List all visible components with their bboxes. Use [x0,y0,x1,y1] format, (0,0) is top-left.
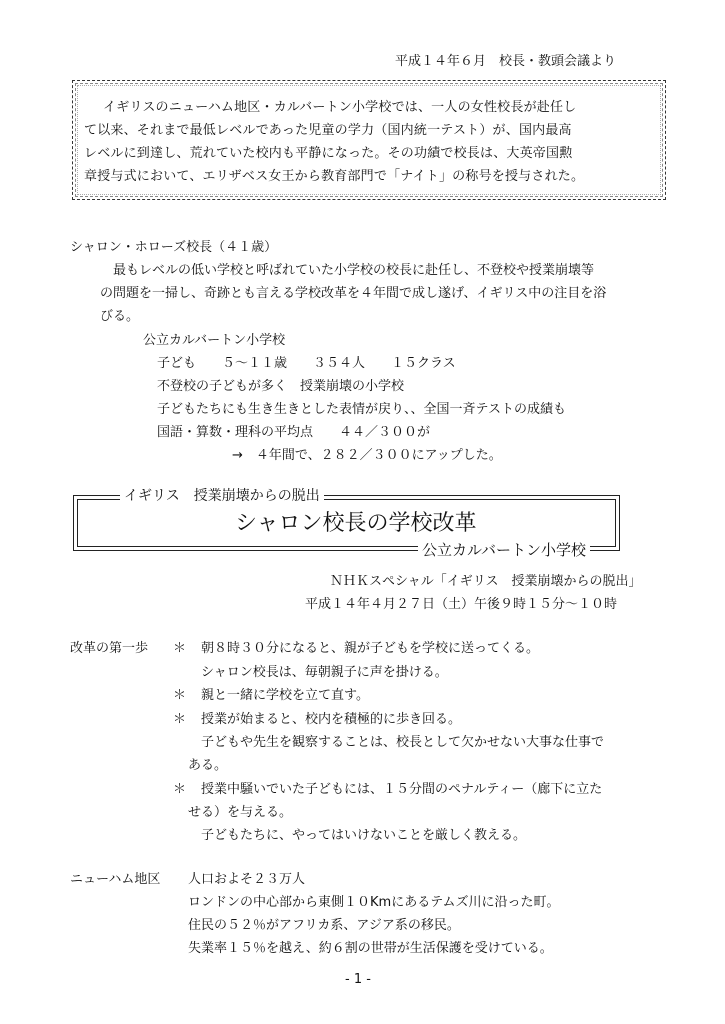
bullet-icon: ＊ [173,712,187,727]
district-line: ロンドンの中心部から東側１０Kmにあるテムズ川に沿った町。 [188,895,560,910]
school-stat-line: 子ども ５〜１１歳 ３５４人 １５クラス [157,356,456,371]
profile-desc-line: びる。 [100,309,140,324]
principal-name: シャロン・ホローズ校長（４１歳） [70,240,278,255]
school-stat-line: → ４年間で、２８２／３００にアップした。 [232,448,502,463]
reform-item-line: 親と一緒に学校を立て直す。 [201,688,369,703]
title-bottom-label: 公立カルバートン小学校 [418,539,590,560]
intro-line: レベルに到達し、荒れていた校内も平静になった。その功績で校長は、大英帝国勲 [84,146,573,161]
bullet-icon: ＊ [173,641,187,656]
intro-line: イギリスのニューハム地区・カルバートン小学校では、一人の女性校長が赴任し [103,100,577,115]
district-line: 人口およそ２３万人 [188,872,306,887]
district-heading: ニューハム地区 [70,872,161,887]
page-number: - 1 - [345,972,371,987]
intro-line: 章授与式において、エリザベス女王から教育部門で「ナイト」の称号を授与された。 [84,169,585,184]
header-date-line: 平成１４年６月 校長・教頭会議より [395,54,617,69]
reform-item-line: シャロン校長は、毎朝親子に声を掛ける。 [201,665,448,680]
school-name: 公立カルバートン小学校 [143,333,286,348]
title-top-label: イギリス 授業崩壊からの脱出 [120,485,324,505]
reform-item-line: 授業が始まると、校内を積極的に歩き回る。 [201,712,462,727]
reform-item-line: 授業中騒いでいた子どもには、１５分間のペナルティー（廊下に立た [201,782,603,797]
program-title: ＮＨＫスペシャル「イギリス 授業崩壊からの脱出」 [330,574,642,589]
reform-heading: 改革の第一歩 [70,641,149,656]
reform-item-line: ある。 [188,758,228,773]
school-stat-line: 子どもたちにも生き生きとした表情が戻り、、全国一斉テストの成績も [157,402,566,417]
profile-desc-line: 最もレベルの低い学校と呼ばれていた小学校の校長に赴任し、不登校や授業崩壊等 [113,263,595,278]
program-broadcast-time: 平成１４年４月２７日（土）午後９時１５分〜１０時 [305,597,618,612]
bullet-icon: ＊ [173,688,187,703]
district-line: 失業率１５％を越え、約６割の世帯が生活保護を受けている。 [188,941,553,956]
school-stat-line: 不登校の子どもが多く 授業崩壊の小学校 [157,379,405,394]
reform-item-line: 子どもたちに、やってはいけないことを厳しく教える。 [201,828,527,843]
reform-item-line: 朝８時３０分になると、親が子どもを学校に送ってくる。 [201,641,540,656]
reform-item-line: 子どもや先生を観察することは、校長として欠かせない大事な仕事で [201,735,605,750]
district-line: 住民の５２％がアフリカ系、アジア系の移民。 [188,918,460,933]
profile-desc-line: の問題を一掃し、奇跡とも言える学校改革を４年間で成し遂げ、イギリス中の注目を浴 [100,286,607,301]
bullet-icon: ＊ [173,782,187,797]
main-title: シャロン校長の学校改革 [235,511,477,536]
reform-item-line: せる）を与える。 [188,805,293,820]
school-stat-line: 国語・算数・理科の平均点 ４４／３００が [157,425,431,440]
intro-line: て以来、それまで最低レベルであった児童の学力（国内統一テスト）が、国内最高 [84,123,572,138]
